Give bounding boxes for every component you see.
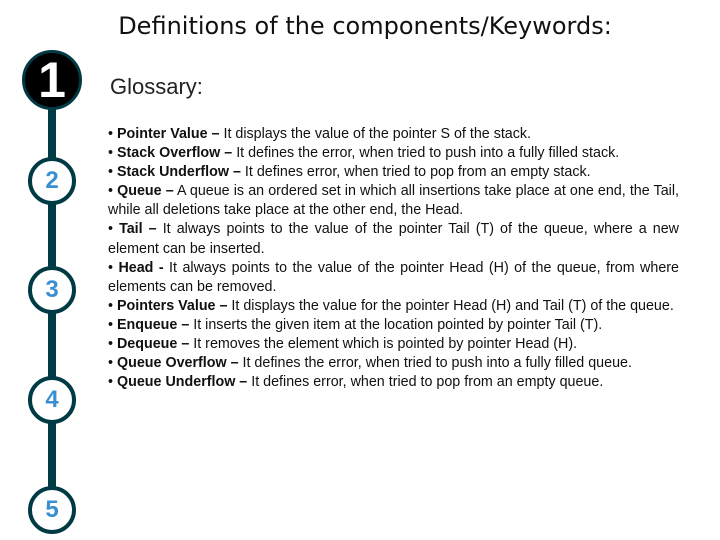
- glossary-item-queue: • Queue – A queue is an ordered set in which all insertions take place at one end, the Tail, while all deletions take place at the other end, the Head.: [108, 183, 679, 219]
- glossary-term: Pointer Value –: [116, 126, 220, 142]
- glossary-definition: It removes the element which is pointed by pointer Head (H).: [189, 336, 578, 353]
- glossary-definition: It displays the value of the pointer S of the stack.: [219, 126, 532, 142]
- glossary-item-head: • Head - It always points to the value of the pointer Head (H) of the queue, from where elements can be removed.: [108, 259, 679, 295]
- glossary-term: Enqueue –: [116, 316, 190, 333]
- page-title: Definitions of the components/Keywords:: [118, 12, 612, 40]
- glossary-definition: It inserts the given item at the location pointed by pointer Tail (T).: [189, 316, 603, 333]
- glossary-term: Tail –: [119, 221, 157, 238]
- step-1-badge[interactable]: 1: [22, 50, 82, 110]
- glossary-definition: It displays the value for the pointer Head (H) and Tail (T) of the queue.: [227, 297, 674, 314]
- glossary-term: Head -: [118, 259, 164, 276]
- glossary-term: Pointers Value –: [116, 297, 228, 314]
- glossary-definition: It defines error, when tried to pop from an empty stack.: [240, 164, 591, 181]
- glossary-definition: It always points to the value of the pointer Tail (T) of the queue, where a new element can be inserted.: [108, 221, 679, 257]
- glossary-term: Dequeue –: [116, 336, 190, 353]
- glossary-item-stack-overflow: • Stack Overflow – It defines the error, when tried to push into a fully filled stack.: [108, 145, 620, 162]
- glossary-term: Queue Underflow –: [116, 374, 248, 391]
- glossary-item-pointers-value: • Pointers Value – It displays the value for the pointer Head (H) and Tail (T) of the queue.: [108, 297, 674, 314]
- glossary-definition: It always points to the value of the pointer Head (H) of the queue, from where elements can be removed.: [108, 259, 679, 295]
- step-2-badge[interactable]: 2: [28, 157, 76, 205]
- glossary-definition: It defines the error, when tried to push into a fully filled queue.: [238, 355, 632, 372]
- glossary-item-stack-underflow: • Stack Underflow – It defines error, when tried to pop from an empty stack.: [108, 164, 591, 181]
- step-4-badge[interactable]: 4: [28, 376, 76, 424]
- glossary-item-queue-underflow: • Queue Underflow – It defines error, when tried to pop from an empty queue.: [108, 374, 604, 391]
- glossary-item-queue-overflow: • Queue Overflow – It defines the error, when tried to push into a fully filled queue.: [108, 355, 632, 372]
- glossary-term: Queue –: [117, 183, 174, 200]
- glossary-heading: Glossary:: [110, 74, 203, 99]
- glossary-definition: A queue is an ordered set in which all insertions take place at one end, the Tail, while all deletions take place at the other end, the Head.: [108, 183, 679, 219]
- step-5-badge[interactable]: 5: [28, 486, 76, 534]
- glossary-item-dequeue: • Dequeue – It removes the element which is pointed by pointer Head (H).: [108, 336, 578, 353]
- glossary-definition: It defines error, when tried to pop from an empty queue.: [247, 374, 604, 391]
- glossary-item-tail: • Tail – It always points to the value of the pointer Tail (T) of the queue, where a new element can be inserted.: [108, 221, 679, 257]
- glossary-term: Stack Overflow –: [116, 145, 233, 162]
- glossary-item-enqueue: • Enqueue – It inserts the given item at the location pointed by pointer Tail (T).: [108, 316, 603, 333]
- glossary-definition: It defines the error, when tried to push into a fully filled stack.: [232, 145, 620, 162]
- glossary-term: Stack Underflow –: [116, 164, 241, 181]
- glossary-list: [108, 125, 679, 392]
- glossary-item-pointer-value: • Pointer Value – It displays the value of the pointer S of the stack.: [108, 126, 532, 142]
- glossary-term: Queue Overflow –: [116, 355, 239, 372]
- step-3-badge[interactable]: 3: [28, 266, 76, 314]
